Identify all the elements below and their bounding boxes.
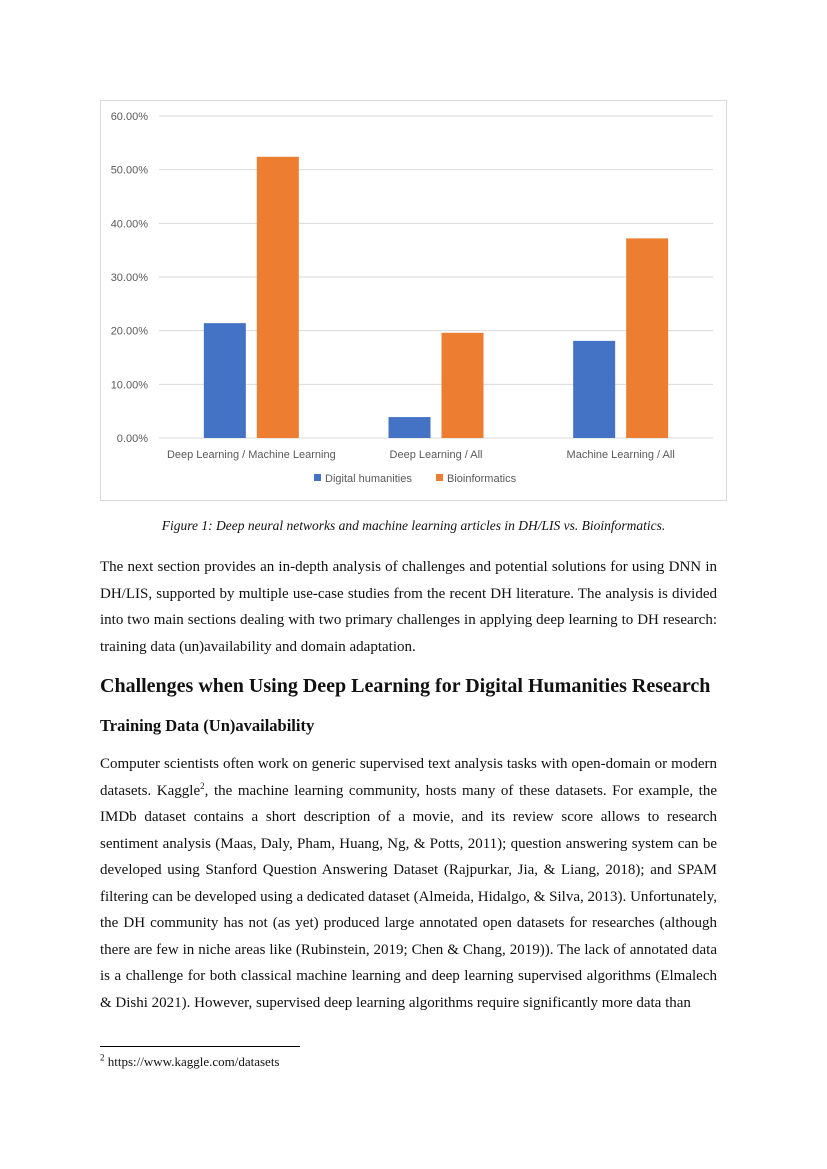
y-tick-label: 50.00%	[110, 164, 148, 177]
paragraph-text-start: Computer scientists often work on generic supervised text analysis tasks with open-domain or modern datasets. Kaggle	[100, 756, 717, 799]
footnote-ref: 2	[200, 780, 205, 791]
y-tick-label: 0.00%	[116, 433, 148, 445]
bar	[389, 417, 431, 438]
section-heading: Challenges when Using Deep Learning for Digital Humanities Research	[100, 675, 711, 697]
legend-swatch	[314, 474, 321, 481]
footnote-mark: 2	[100, 1052, 105, 1063]
x-category-label: Deep Learning / All	[389, 449, 483, 461]
y-tick-label: 20.00%	[110, 325, 148, 338]
paragraph-text-rest: , the machine learning community, hosts many of these datasets. For example, the IMDb dataset contains a short description of a movie, and its review score allows to research sentiment analysis (Maas, Daly, Pham, Huang, Ng, & Potts, 2011); question answering system can be developed using Stanford Question Answering Dataset (Rajpurkar, Jia, & Liang, 2018); and SPAM filtering can be developed using a dedicated dataset (Almeida, Hidalgo, & Silva, 2013). Unfortunately, the DH community has not (as yet) produced large annotated open datasets for researches (although there are few in niche areas like (Rubinstein, 2019; Chen & Chang, 2019)). The lack of annotated data is a challenge for both classical machine learning and deep learning supervised algorithms (Elmalech & Dishi 2021). However, supervised deep learning algorithms require significantly more data than	[100, 782, 717, 1011]
paragraph-training-data	[100, 751, 717, 1016]
bar-chart	[101, 101, 728, 502]
x-category-label: Deep Learning / Machine Learning	[166, 449, 336, 461]
footnote-text: https://www.kaggle.com/datasets	[104, 1054, 280, 1069]
figure-1-chart	[100, 100, 727, 501]
legend-swatch	[436, 474, 443, 481]
bar	[204, 323, 246, 438]
x-category-label: Machine Learning / All	[566, 449, 675, 461]
footnote	[100, 1054, 280, 1070]
y-tick-label: 10.00%	[110, 379, 148, 392]
y-tick-label: 30.00%	[110, 272, 148, 284]
subsection-heading: Training Data (Un)availability	[100, 716, 315, 735]
bar	[573, 341, 615, 438]
y-tick-label: 40.00%	[110, 218, 148, 231]
paragraph-intro: The next section provides an in-depth analysis of challenges and potential solutions for using DNN in DH/LIS, supported by multiple use-case studies from the recent DH literature. The analysis is divided into two main sections dealing with two primary challenges in applying deep learning to DH research: training data (un)availability and domain adaptation.	[100, 559, 717, 655]
footnote-separator	[100, 1046, 300, 1047]
figure-caption: Figure 1: Deep neural networks and machine learning articles in DH/LIS vs. Bioinformatics.	[161, 518, 666, 533]
bar	[626, 238, 668, 438]
bar	[257, 157, 299, 438]
bar	[442, 333, 484, 438]
legend-label: Digital humanities	[325, 473, 412, 485]
legend-label: Bioinformatics	[447, 473, 517, 485]
y-tick-label: 60.00%	[110, 111, 148, 123]
